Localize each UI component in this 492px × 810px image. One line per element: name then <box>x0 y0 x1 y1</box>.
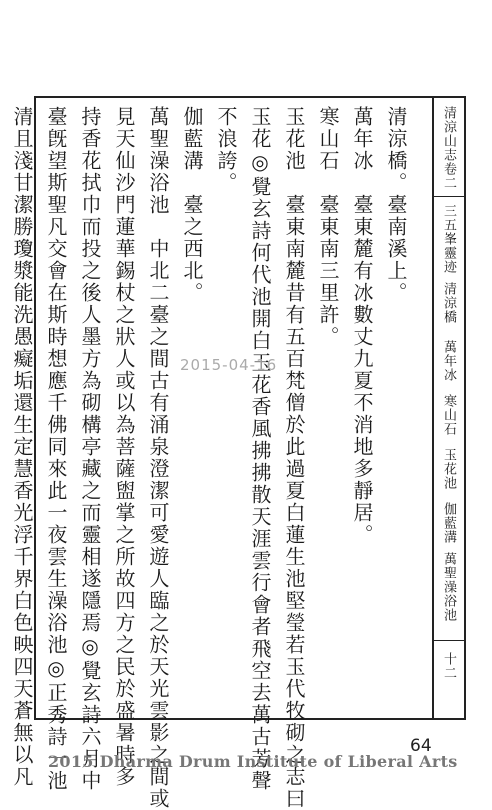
margin-divider-top <box>434 196 466 197</box>
margin-item: 玉花池 <box>441 448 456 490</box>
margin-item: 寒山石 <box>441 394 456 436</box>
text-column: 寒山石 臺東南三里許。 <box>316 106 340 348</box>
margin-item: 萬年冰 <box>441 340 456 382</box>
text-column: 清且淺甘潔勝瓊漿能洗愚癡垢還生定慧香光浮千界白色映四天蒼無以凡 <box>10 106 34 788</box>
text-column: 不浪誇。 <box>214 106 238 194</box>
text-column: 見天仙沙門蓮華錫杖之狀人或以為菩薩盥掌之所故四方之民於盛暑時多 <box>112 106 136 788</box>
text-column: 萬聖澡浴池 中北二臺之間古有涌泉澄潔可愛遊人臨之於天光雲影之間或 <box>146 106 170 810</box>
footer-copyright: 2015 Dharma Drum Institute of Liberal Arts <box>48 752 458 771</box>
text-column: 臺旣望斯聖凡交會在斯時想應千佛同來此一夜雲生澡浴池◎正秀詩一池 <box>44 106 68 792</box>
text-column: 清涼橋。臺南溪上。 <box>384 106 408 304</box>
text-column: 玉花池 臺東南麓昔有五百梵僧於此過夏白蓮生池堅瑩若玉代牧砌之志曰 <box>282 106 306 810</box>
text-column: 萬年冰 臺東麓有冰數丈九夏不消地多靜居。 <box>350 106 374 546</box>
text-column: 伽藍溝 臺之西北。 <box>180 106 204 304</box>
text-column: 玉花◎覺玄詩何代池開白玉花香風拂拂散天涯雲行會者飛空去萬古芳聲 <box>248 106 272 792</box>
margin-column <box>432 96 466 720</box>
margin-title: 清涼山志卷二 <box>441 106 456 190</box>
margin-item: 萬聖澡浴池 <box>441 552 456 622</box>
margin-section: 三五峯靈迹 <box>441 204 456 274</box>
page-number: 64 <box>410 736 432 756</box>
margin-item: 伽藍溝 <box>441 502 456 544</box>
margin-divider-bottom <box>434 640 466 641</box>
margin-item: 清涼橋 <box>441 282 456 324</box>
text-column: 持香花拭巾而投之後人墨方為砌構亭藏之而靈相遂隱焉◎覺玄詩六月中 <box>78 106 102 792</box>
margin-folio: 十二 <box>441 652 456 680</box>
watermark-date: 2015-04-16 <box>180 356 278 374</box>
